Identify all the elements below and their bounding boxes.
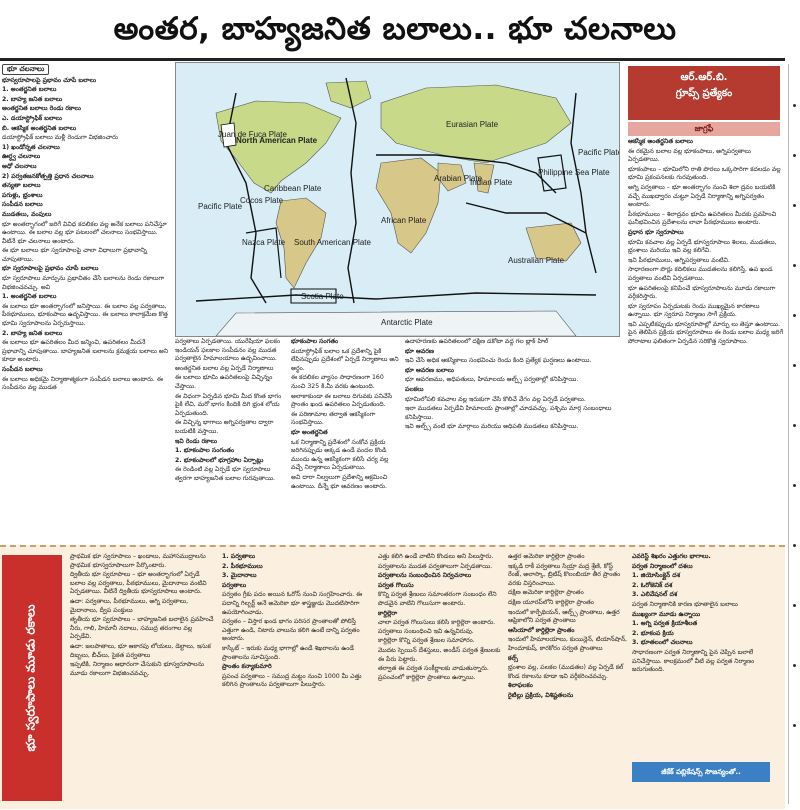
text-line: భూ ఆవరణము, అధిపతులు, హిమాలయ ఆల్ప్స్ పర్వతాల్లో కనిపిస్తాయి. bbox=[405, 376, 579, 384]
column-4-text bbox=[405, 338, 620, 432]
text-line: భూ అంతర్జనిత bbox=[291, 428, 328, 436]
credit-line: జీకేక్ పబ్లికేషన్స్ సౌజన్యంతో.. bbox=[632, 762, 770, 782]
text-line: పర్వతం గ్రీకు పదం అయిన ఓరోస్ నుంచి సంగ్రహించారు. ఈ పదాన్ని గిల్బర్ట్ అనే అమెరికా భూ శాస్త్రజ్ఞుడు మొదటిసారిగా ఉపయోగించాడు. bbox=[222, 591, 363, 616]
label-african-plate: African Plate bbox=[381, 216, 427, 225]
text-line: భూ స్వరూపాలు మార్పును ప్రభావితం చేసే బలాలను రెండు రకాలుగా విభజించవచ్చు. అవి bbox=[2, 275, 165, 291]
text-line: భూ ఆవరణ బలాలు bbox=[405, 366, 454, 374]
plate-boundary-mid-atlantic bbox=[346, 78, 356, 303]
text-line: సంపీడన బలాలు bbox=[2, 366, 43, 373]
text-line: ఒక నిర్మాణాన్ని ప్రదేశంలో సంకోచ ప్రక్రియ జరిగినప్పుడు అక్కడ ఉండే వందల కొండి ముందు ఉన్న ఆకస్మికంగా కలిసే చర్య వల్ల వచ్చే నిర్మాణాలు ఏర్పడుతాయి. bbox=[291, 438, 389, 472]
adjacent-page-edge bbox=[788, 64, 800, 804]
bottom-column-5 bbox=[632, 553, 782, 758]
text-line: తన్యతా బలాలు bbox=[2, 182, 41, 190]
label-antarctic-plate: Antarctic Plate bbox=[381, 318, 433, 327]
label-north-american-plate: North American Plate bbox=[236, 136, 318, 145]
text-line: 1. అంతర్జనిత బలాలు bbox=[2, 293, 57, 301]
plate-boundary-antarctic bbox=[196, 293, 596, 301]
section-pill: భూ చలనాలు bbox=[2, 64, 49, 75]
text-line: అధో చలనాలు bbox=[2, 162, 37, 170]
text-line: పర్వతాలను ముడత పర్వతాలుగా ఏర్పడతాయి. bbox=[378, 562, 493, 570]
text-line: పర్వత నిర్మాణంలో దశలు bbox=[632, 562, 693, 570]
text-line: ప్రాథమిక భూ స్వరూపాలు – ఖండాలు, మహాసముద్రాలను ప్రాథమిక భూస్వరూపాలుగా పేర్కొంటారు. bbox=[70, 553, 206, 569]
text-line: అంతర్జనిత బలాల వల్ల ఏర్పడే నిర్మాణాలు bbox=[175, 364, 274, 372]
label-scotia-plate: Scotia Plate bbox=[301, 292, 344, 301]
text-line: 2. భూకంప క్రియ bbox=[632, 629, 674, 637]
label-south-american-plate: South American Plate bbox=[294, 238, 371, 247]
text-line: భూకంపాలు – భూమిలోని రాతి పొరలు ఒక్కసారిగా కదలడం వల్ల భూమి ప్రకంపనలకు గురవుతుంది. bbox=[628, 165, 781, 182]
text-line: 1. పర్వతాలు bbox=[222, 553, 256, 560]
text-line: కాస్కేట్ – ఇరుకు మధ్య భాగాల్లో ఉండే శిఖరాలను ఉండే ప్రాంతాలను సూచిస్తుంది. bbox=[222, 644, 354, 661]
label-caribbean-plate: Caribbean Plate bbox=[264, 184, 322, 193]
text-line: దక్షిణ యూరప్‌లోని కార్డిల్లెరా ప్రాంతం bbox=[508, 598, 594, 606]
text-line: ఈ విధంగా ఏర్పడిన భూమి మీద కొంత భాగం పైకి లేచి, మరో భాగం కిందికి దిగి భ్రంశ లోయ ఏర్పడుతుంది. bbox=[175, 392, 282, 417]
text-line: ప్రధాన భూ స్వరూపాలు bbox=[628, 228, 684, 236]
text-line: ఇవి ఎప్పటికప్పుడు భూస్వరూపాల్లో మార్పు లు తెస్తూ ఉంటాయి. పైన తెలిపిన ప్రక్రియ భూస్వరూపాలు ఈ రెండు బలాల మధ్య జరిగే పోరాటాల ఫలితంగా ఏర్పడిన సరికొత్త స్వరూపాలు. bbox=[628, 320, 784, 346]
text-line: ఈ బలాలు భూ అంతర్భాగంలో జనిస్తాయి. ఈ బలాల వల్ల పర్వతాలు, పీఠభూములు, భూకంపాలు ఉద్భవిస్తాయి. ఈ బలాలు కాలాక్రమేణ కొత్త భూమి స్వరూపాలను ఏర్పరుస్తాయి. bbox=[2, 302, 168, 328]
text-line: పర్వతాలను సంబంధించిన నిర్వచనాలు bbox=[378, 572, 472, 580]
text-line: సాధారణంగా పొర్లు కదిలికలు ముడతలను కలిగిస్తే, ఉప ఖండ పర్వతాలు వంటివి ఏర్పడతాయి. bbox=[628, 266, 773, 282]
label-arabian-plate: Arabian Plate bbox=[434, 174, 483, 183]
text-line: భూ స్వరూపం ఏర్పడుటకు రెండు ముఖ్యమైన కారణాలు ఉన్నాయి. భూ స్వరూప నిర్మాణం సాగే ప్రక్రియ. bbox=[628, 302, 760, 319]
text-line: పర్వతం – విస్తార ఖండ భాగం పరిసర ప్రాంతాలతో పోలిస్తే ఎత్తుగా ఉండి, నిటారు వాలును కలిగి ఉంటే దాన్ని పర్వతం అంటారు. bbox=[222, 618, 360, 643]
text-line: భూ అంతర్భాగంలో జరిగే వివిధ కదలికల వల్ల అనేక బలాలు పనిచేస్తూ ఉంటాయి. ఈ బలాల వల్ల భూ పటలంలో చలనాలు సంభవిస్తాయి. వీటినే భూ చలనాలు అంటారు. bbox=[2, 220, 167, 245]
landforms-tab bbox=[2, 555, 62, 801]
text-line: ఇందులో కార్పేథియన్, ఆల్ప్స్ ప్రాంతాలు, ఉత్తర ఆఫ్రికాలోని పర్వత ప్రాంతాలు bbox=[508, 608, 620, 625]
text-line: ఇవి పీఠభూములు, అగ్నిపర్వతాలు వంటివి. bbox=[628, 256, 730, 264]
text-line: 3. మైదానాలు bbox=[222, 572, 257, 580]
text-line: ద్వితీయ భూ స్వరూపాలు – భూ అంతర్భాగంలో ఏర్పడే బలాల వల్ల పర్వతాలు, పీఠభూములు, మైదానాలు వంటివి ఏర్పడతాయి. వీటినే ద్వితీయ భూస్వరూపాలు అంటారు. bbox=[70, 571, 207, 596]
text-line: 2. భూకంపాలలో భూగ్రహాల ఏర్పాట్లు bbox=[175, 456, 264, 464]
text-line: ఈ బలాలు భూమి ఉపరితలంపై విచ్ఛిన్నం చేస్తాయి. bbox=[175, 374, 273, 390]
section-badge bbox=[628, 66, 780, 133]
text-line: ఉత్తర అమెరికా కార్డిల్లెరా ప్రాంతం bbox=[508, 553, 585, 560]
text-line: ఇప్పటికి, నిర్మాణం ఆధారంగా చేసుకుని భూస్వరూపాలను మూడు రకాలుగా విభజించవచ్చు. bbox=[70, 661, 205, 677]
text-line: 2. పీఠభూములు bbox=[222, 562, 263, 570]
column-5 bbox=[628, 138, 784, 543]
text-line: పర్వతాలు bbox=[222, 581, 247, 589]
text-line: భూస్వరూపాలపై ప్రభావం చూపే బలాలు bbox=[2, 76, 97, 84]
text-line: 3. భూతలంలో చలనాలు bbox=[632, 639, 693, 647]
label-juan-de-fuca-plate: Juan de Fuca Plate bbox=[218, 130, 287, 139]
text-line: ప్రపంచ పర్వతాలు – సముద్ర మట్టం నుంచి 1000 మీ ఎత్తు కలిగిన ప్రాంతాలను పర్వతాలుగా పిలుస్తారు. bbox=[222, 672, 362, 689]
label-indian-plate: Indian Plate bbox=[470, 178, 513, 187]
text-line: ఆసియాలో కార్డిల్లెరా ప్రాంతం bbox=[508, 626, 575, 634]
text-line: తర్వాత ఈ పర్వత సంకీర్ణాలకు వాడుతున్నారు. ప్రపంచంలో కార్డిల్లెరా ప్రాంతాలు ఉన్నాయి. bbox=[378, 665, 489, 681]
text-line: ఉదా: జలపాతాలు, భూ ఆకారపు లోయలు, డెల్టాలు, ఇసుక దిబ్బలు, బీచ్‌లు, సైకత పర్వతాలు bbox=[70, 642, 211, 659]
text-line: ఎత్తు కలిగి ఉండే వాటిని కొండలు అని పిలుస్తారు. bbox=[378, 553, 494, 560]
text-line: శిలాఫలకం bbox=[508, 682, 533, 690]
text-line: బి. ఆకస్మిక అంతర్జనిత బలాలు bbox=[2, 124, 77, 132]
text-line: 1. భూకంపాల సంగంతం bbox=[175, 447, 235, 455]
column-1-text bbox=[2, 77, 170, 393]
text-line: డయాస్ట్రోఫిక్ బలాలు మళ్లీ రెండుగా విభజించారు bbox=[2, 134, 118, 142]
label-pacific-plate-right: Pacific Plate bbox=[578, 148, 619, 157]
bottom-column-3 bbox=[378, 553, 503, 803]
text-line: ఇందులో హిమాలయాలు, కుయిన్లెన్, టియాన్‌షాన్, హిందూకుష్, కారకోరం పర్వత ప్రాంతాలు bbox=[508, 636, 628, 652]
bottom-column-1 bbox=[70, 553, 215, 803]
label-philippine-sea-plate: Philippine Sea Plate bbox=[538, 168, 610, 177]
text-line: దక్షిణ అమెరికా కార్డిల్లెరా ప్రాంతం bbox=[508, 589, 584, 597]
text-line: భూమి కవచాల వల్ల ఏర్పడే భూస్వరూపాలు శిలలు, ముడతలు, భ్రంశాలు మరియు ఇవి వల్ల కలిగేవి. bbox=[628, 238, 777, 255]
text-line: 1. జియోసింక్లైన్ దశ bbox=[632, 572, 681, 580]
column-2 bbox=[175, 338, 285, 543]
text-line: భూ ఆవరణ bbox=[405, 347, 435, 355]
text-line: 3. ఎలివేషనల్ దశ bbox=[632, 591, 678, 599]
text-line: ఎవరెస్ట్ శిఖరం ఎత్తుగల భాగాలు. bbox=[632, 553, 711, 560]
text-line: ఇవి చేసే అధిక ఆకస్మికాలు సంభవించు రెండు కింది ప్రత్యేక ఘర్షణలు ఉంటాయి. bbox=[405, 357, 592, 365]
text-line: ఎ. డయాస్ట్రోఫిక్ బలాలు bbox=[2, 114, 62, 122]
text-line: 1. అగ్ని పర్వత క్రియాశీలత bbox=[632, 620, 698, 628]
text-line: పర్వత గొలుసు bbox=[378, 581, 414, 589]
text-line: అవి దారా నిల్వలుగా ప్రదేశాన్ని ఆక్రమించి ఉంటాయి. దీన్నే భూ ఆవరణం అంటారు. bbox=[291, 473, 388, 490]
text-line: మొదట స్పెయిన్ దేశస్తులు, అండీస్ పర్వత శ్రేణులకు ఈ పేరు పెట్టారు. bbox=[378, 646, 501, 663]
tectonic-plate-map bbox=[175, 62, 620, 337]
text-line: కార్డిల్లెరా కొన్ని పర్వత శ్రేణుల సమాహారం. bbox=[378, 637, 475, 645]
text-line: ఆకస్మిక అంతర్జనిత బలాలు bbox=[628, 138, 693, 145]
text-line: అలాకాకుండా ఈ బలాలు దిగువకు పనిచేసే ప్రాంతం ఖండ ఉపరితలం ఏర్పడుతుంది. bbox=[291, 392, 393, 409]
column-2-text bbox=[175, 338, 285, 484]
text-line: పలకలు bbox=[405, 385, 424, 393]
column-5-text bbox=[628, 138, 784, 347]
column-1 bbox=[2, 64, 170, 544]
text-line: ముఖ్యంగా మూడు ఉన్నాయి bbox=[632, 610, 701, 618]
headline-rule bbox=[0, 58, 785, 61]
label-eurasian-plate: Eurasian Plate bbox=[446, 120, 499, 129]
text-line: అగ్ని పర్వతాలు – భూ అంతర్భాగం నుంచి శిలా ద్రవం బయటికి వచ్చే ముఖద్వారం చుట్టూ ఏర్పడే నిర్మాణాన్ని అగ్నిపర్వతం అంటారు. bbox=[628, 183, 776, 209]
text-line: తృతీయ భూ స్వరూపాలు – బాహ్యజనిత బలాలైన ప్రవహించే నీరు, గాలి, హిమానీ నదాలు, సముద్ర తరంగాల వల్ల ఏర్పడేవి. bbox=[70, 616, 214, 641]
text-line: ఈ బలాలు అధికమై నిర్మాణాత్మకంగా సంపీడన బలాలు అంటారు. ఈ సంపీడనం వల్ల ముడత bbox=[2, 375, 163, 392]
text-line: ఈ కదలికల వ్యాసం సాధారణంగా 160 నుంచి 325 కి.మీ వరకు ఉంటుంది. bbox=[291, 374, 384, 390]
plate-map-svg bbox=[176, 63, 619, 336]
column-4 bbox=[405, 338, 620, 543]
text-line: పర్వత నిర్మాణానికి కారణ భూతాలైన బలాలు bbox=[632, 600, 738, 608]
text-line: పీఠభూములు – శిలాద్రవం భూమి ఉపరితలం మీదకు ప్రవహించి ఘనీభవించిన ప్రదేశాలను లావా పీఠభూములు అంటారు. bbox=[628, 210, 777, 227]
badge-line-2: గ్రూప్స్ ప్రత్యేకం bbox=[675, 88, 733, 99]
text-line: చాలా పర్వత గొలుసులు కలిసి కార్డిల్లెరా అంటారు. పర్వతాలు సంబంధించి ఇవి ఉన్నవిరువు. bbox=[378, 619, 496, 635]
text-line: భూకంపాల సంగతం bbox=[291, 338, 339, 345]
text-line: ప్రాంతం కన్యాకుమారి bbox=[222, 663, 272, 671]
headline: అంతర, బాహ్యజనిత బలాలు.. భూ చలనాలు bbox=[113, 11, 677, 47]
text-line: సంపీడన బలాలు bbox=[2, 201, 43, 209]
continent-north-america bbox=[216, 101, 341, 193]
text-line: 1) ఖండోన్నత చలనాలు bbox=[2, 143, 60, 151]
text-line: ఊర్ధ్వ చలనాలు bbox=[2, 153, 41, 161]
bottom-column-2 bbox=[222, 553, 372, 803]
column-3 bbox=[291, 338, 399, 543]
text-line: భ్రంశాల వల్ల, పలకల (ముడతల) వల్ల ఏర్పడే కల్ కొండ రకాలను కూడా ఇవి వర్గీకరించవచ్చు. bbox=[508, 664, 624, 680]
text-line: ఈ బలాలు భూ ఉపరితలం మీద జన్మించి, ఉపరితలం మీదనే ప్రభావాన్ని చూపుతాయి. బాహ్యజనిత బలాలను క్రమక్షయ బలాలు అని కూడా అంటారు. bbox=[2, 339, 169, 364]
text-line: ఇలా ముడతలు ఏర్పడేవి హిమాలయ ప్రాంతాల్లో చూడవచ్చు. పశ్చిమ మార్గ సంబంధాలు కనిపిస్తాయి. bbox=[405, 405, 612, 421]
text-line: రైటిల్లు ప్రక్రియ, విశిష్టతలను bbox=[508, 691, 574, 699]
label-pacific-plate-left: Pacific Plate bbox=[198, 202, 243, 211]
text-line: కల్స్ bbox=[508, 654, 519, 662]
text-line: ఉదా: పర్వతాలు, పీఠభూములు, అగ్ని పర్వతాలు, మైదానాలు, ద్వీప పంక్తులు bbox=[70, 597, 189, 614]
text-line: ఈ భూ బలాలు భూ స్వరూపాలపై చాలా విధాలుగా ప్రభావాన్ని చూపుతాయి. bbox=[2, 247, 147, 263]
text-line: ఈ రకమైన బలాల వల్ల భూకంపాలు, అగ్నిపర్వతాలు ఏర్పడతాయి. bbox=[628, 147, 751, 164]
text-line: ఉదాహరణకు ఉపరితలంలో దక్షిణ డకోటా వద్ద గల బ్లాక్ హిల్ bbox=[405, 338, 549, 345]
text-line: ఈ రెండింటి వల్ల ఏర్పడే భూ స్వరూపాలు త్వరగా బాహ్యజనిత బలాల గురవుతాయి. bbox=[175, 466, 276, 482]
text-line: 2. బాహ్య జనిత బలాలు bbox=[2, 95, 63, 103]
continent-africa bbox=[376, 158, 441, 253]
text-line: 2) పర్వతజనకోత్పత్తి ప్రధాన చలనాలు bbox=[2, 172, 94, 180]
text-line: భూ ఉపరితలంపై కనిపించే భూస్వరూపాలను మూడు రకాలుగా వర్గీకరిస్తారు. bbox=[628, 284, 776, 301]
text-line: సాధారణంగా పర్వత నిర్మాణాన్ని పైన చెప్పిన బలాలే పనిచేస్తాయి. కాలక్రమంలో వీటి వల్ల పర్వత నిర్మాణం జరుగుతుంది. bbox=[632, 648, 755, 674]
text-line: భూమిలోపలి కవచాల వల్ల ఇరుకుగా చేసి కొలిచే వేగం వల్ల ఏర్పడే పర్వతాలు. bbox=[405, 395, 586, 403]
text-line: ఇక్కడి రాకీ పర్వతాలు సియ్రా మద్ర శ్రేణి, కోస్ట్ రేంజ్, అలాస్కా, బ్రిటిష్ కొలంబియా తీర ప్రాంతం వరకు విస్తరించాయి. bbox=[508, 562, 621, 587]
text-line: కొన్ని పర్వత శ్రేణులు సమాంతరంగా సంబంధం లేని పొడవైన వాటిని గొలుసుగా అంటారు. bbox=[378, 591, 497, 607]
label-nazca-plate: Nazca Plate bbox=[242, 238, 286, 247]
text-line: 2. ఓరోజెనిక్ దశ bbox=[632, 581, 673, 589]
text-line: 2. బాహ్య జనిత బలాలు bbox=[2, 329, 63, 337]
text-line: డయాస్ట్రోఫిక్ బలాల ఒక ప్రదేశాన్ని పైకి లేపినప్పుడు ప్రదేశంలో ఏర్పడే నిర్మాణాలు అని అర్థం. bbox=[291, 347, 399, 372]
text-line: ఇవి ఆల్ప్స్ వంటి భూ మార్గాలు మరియు అధిపతి ముడతలు కనిపిస్తాయి. bbox=[405, 423, 579, 431]
label-cocos-plate: Cocos Plate bbox=[240, 196, 284, 205]
badge-subject: జాగ్రఫీ bbox=[628, 122, 780, 136]
text-line: ఈ పరిణామాల తర్వాత ఆకస్మికంగా సంభవిస్తాయి. bbox=[291, 410, 376, 427]
column-3-text bbox=[291, 338, 399, 491]
text-line: పగుళ్లు, భ్రంశాలు bbox=[2, 191, 43, 199]
text-line: అంతర్జనిత బలాలు రెండు రకాలు bbox=[2, 105, 81, 113]
text-line: ముడతలు, వంపులు bbox=[2, 210, 52, 218]
label-australian-plate: Australian Plate bbox=[508, 256, 565, 265]
text-line: పర్వతాలు ఏర్పడతాయి. యురేషియా ఫలకం ఇండియన్ ఫలకాల సంపీడనం వల్ల ముడత పర్వతాలైన హిమాలయాలు ఉద్భవించాయి. bbox=[175, 338, 281, 363]
landforms-tab-label: భూ స్వరూపాలు మూడు రకాలు bbox=[23, 604, 38, 752]
badge-line-1: ఆర్.ఆర్.బి. bbox=[680, 72, 728, 83]
text-line: కార్డిల్లెరా bbox=[378, 609, 398, 617]
text-line: ఈ విచ్ఛిన్న భాగాలు అగ్నిపర్వతాల ద్వారా బయటికి వస్తాయి. bbox=[175, 419, 274, 435]
text-line: ఇవి రెండు రకాలు bbox=[175, 437, 218, 445]
text-line: 1. అంతర్జనిత బలాలు bbox=[2, 86, 57, 94]
bottom-column-4 bbox=[508, 553, 628, 803]
text-line: భూ స్వరూపాలపై ప్రభావం చూపే బలాలు bbox=[2, 265, 99, 273]
continent-greenland bbox=[326, 81, 371, 108]
